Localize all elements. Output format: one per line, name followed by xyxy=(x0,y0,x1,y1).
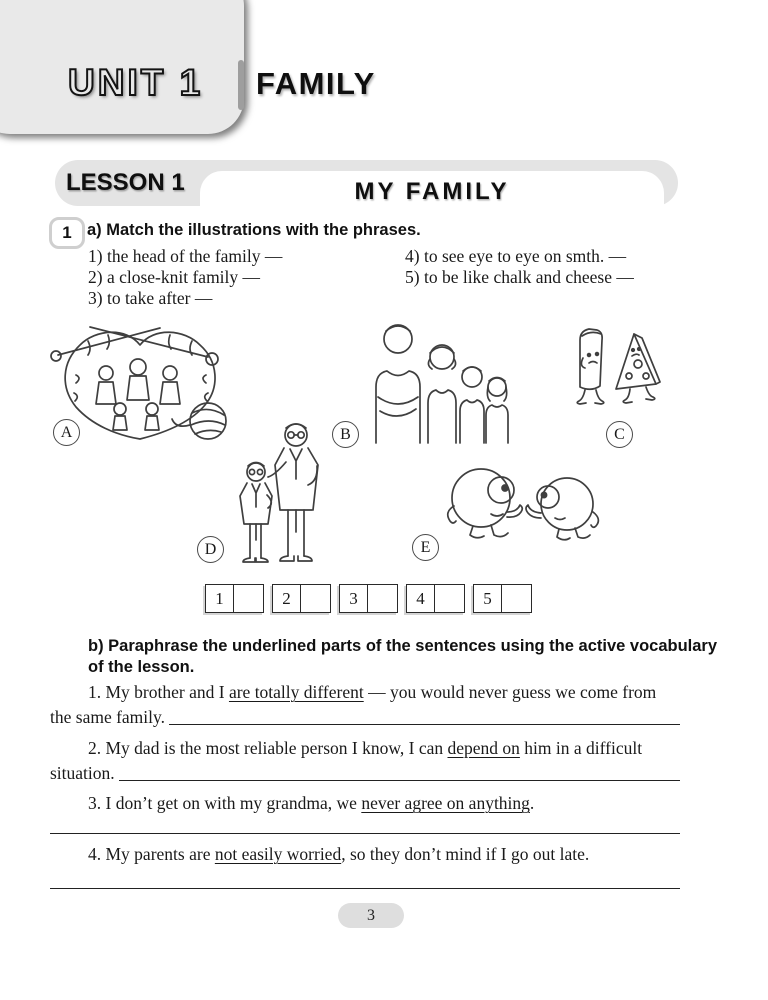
answer-box-blank xyxy=(368,585,397,612)
answer-box-blank xyxy=(502,585,531,612)
answer-box-blank xyxy=(234,585,263,612)
phrase-list-left xyxy=(88,246,282,309)
phrase-item: 4) to see eye to eye on smth. — xyxy=(405,246,627,266)
sentence-text: 1. My brother and I xyxy=(88,682,229,702)
underlined-phrase: never agree on anything xyxy=(361,793,530,813)
unit-tab-label: UNIT 1 xyxy=(68,62,204,103)
exercise-1b xyxy=(50,636,718,889)
illustration-b-family-portrait xyxy=(360,315,510,445)
phrase-item: 5) to be like chalk and cheese — xyxy=(405,267,634,287)
sentence-text: , so they don’t mind if I go out late. xyxy=(341,844,590,864)
sentence-text: — you would never guess we come from xyxy=(363,682,657,702)
answer-box-number: 2 xyxy=(273,585,301,612)
illustration-c-chalk-and-cheese xyxy=(558,322,670,417)
write-on-line xyxy=(50,865,680,889)
sentence-text: 2. My dad is the most reliable person I know, I can xyxy=(88,738,448,758)
answer-box-number: 4 xyxy=(407,585,435,612)
write-on-line xyxy=(169,706,680,725)
underlined-phrase: are totally different xyxy=(228,682,364,702)
illustration-label-a: A xyxy=(53,419,80,446)
illustration-e-eye-to-eye xyxy=(443,466,605,544)
lesson-label: LESSON 1 xyxy=(66,169,185,196)
sentence-line xyxy=(50,738,680,759)
illustration-label-d: D xyxy=(197,536,224,563)
sentence-continuation xyxy=(50,762,680,785)
illustration-d-boy-takes-after-man xyxy=(230,420,330,570)
unit-title: FAMILY xyxy=(256,66,376,101)
sentence-line xyxy=(50,844,680,865)
answer-box-blank xyxy=(301,585,330,612)
phrase-item: 3) to take after — xyxy=(88,288,213,308)
exercise-1b-instruction-line: of the lesson. xyxy=(88,658,195,676)
write-on-line xyxy=(50,814,680,834)
answer-box-number: 5 xyxy=(474,585,502,612)
answer-box-pair xyxy=(272,584,331,613)
sentence-text: the same family. xyxy=(50,707,170,727)
answer-box-number: 3 xyxy=(340,585,368,612)
phrase-list-right xyxy=(405,246,634,288)
unit-tab xyxy=(0,0,244,134)
exercise-1a-instruction: a) Match the illustrations with the phrases. xyxy=(87,221,421,239)
underlined-phrase: depend on xyxy=(447,738,520,758)
answer-box-blank xyxy=(435,585,464,612)
sentence-text: 4. My parents are xyxy=(88,844,215,864)
sentence-text: 3. I don’t get on with my grandma, we xyxy=(88,793,362,813)
phrase-item: 2) a close-knit family — xyxy=(88,267,261,287)
lesson-title: MY FAMILY xyxy=(354,178,510,205)
write-on-line xyxy=(119,762,680,781)
exercise-number-badge: 1 xyxy=(49,217,85,249)
phrase-item: 1) the head of the family — xyxy=(88,246,283,266)
sentence-text: situation. xyxy=(50,763,120,783)
underlined-phrase: not easily worried xyxy=(214,844,342,864)
answer-box-number: 1 xyxy=(206,585,234,612)
sentence-text: him in a difficult xyxy=(519,738,643,758)
answer-box-pair xyxy=(339,584,398,613)
answer-box-pair xyxy=(205,584,264,613)
lesson-title-panel xyxy=(200,171,664,213)
answer-box-row xyxy=(205,584,532,613)
sentence-continuation xyxy=(50,706,680,729)
page-number: 3 xyxy=(338,903,404,928)
sentence-text: . xyxy=(529,793,535,813)
answer-box-pair xyxy=(473,584,532,613)
sentence-line xyxy=(50,793,680,814)
illustration-label-e: E xyxy=(412,534,439,561)
exercise-1b-instruction-line: b) Paraphrase the underlined parts of the sentences using the active vocabulary xyxy=(88,637,718,655)
illustration-label-b: B xyxy=(332,421,359,448)
answer-box-pair xyxy=(406,584,465,613)
header-divider xyxy=(238,60,244,110)
sentence-line xyxy=(50,682,680,703)
illustration-label-c: C xyxy=(606,421,633,448)
